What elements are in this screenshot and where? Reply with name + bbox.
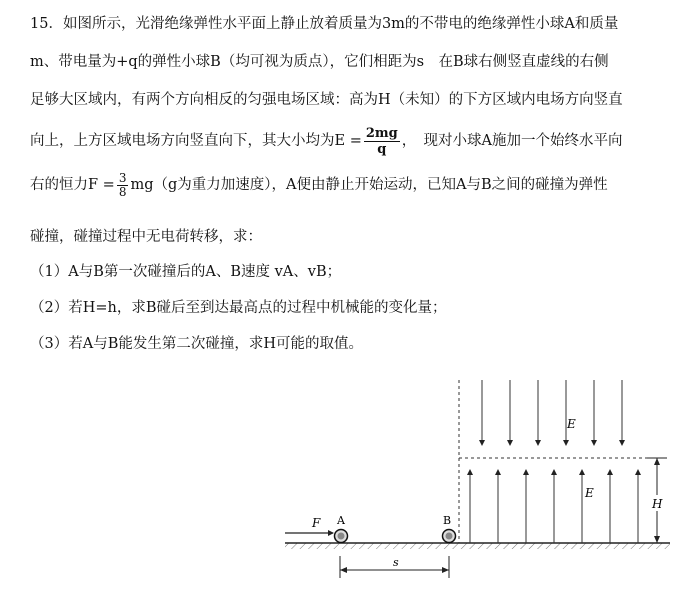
ball-b-label: B [443, 514, 452, 527]
line5-text-after: mg（g为重力加速度），A便由静止开始运动，已知A与B之间的碰撞为弹性 [130, 177, 608, 193]
ball-b-shade [446, 533, 453, 540]
distance-arrow-left [340, 567, 347, 573]
height-arrow-top [654, 458, 660, 465]
line4-text-after: ， 现对小球A施加一个始终水平向 [401, 133, 623, 149]
question-line-6: 碰撞，碰撞过程中无电荷转移，求： [30, 229, 262, 245]
lower-field-arrows [470, 470, 638, 543]
upper-field-arrows [482, 380, 622, 445]
ground-hatching [285, 543, 670, 549]
ball-a-shade [338, 533, 345, 540]
sub-question-3: （3）若A与B能发生第二次碰撞，求H可能的取值。 [30, 336, 363, 352]
fraction-denominator: 8 [118, 184, 127, 199]
fraction-numerator: 2mg [365, 125, 398, 141]
upper-field-label: E [567, 417, 576, 431]
question-line-1: 15．如图所示，光滑绝缘弹性水平面上静止放着质量为3m的不带电的绝缘弹性小球A和质量 [30, 16, 619, 32]
force-label: F [312, 516, 321, 530]
question-line-2: m、带电量为+q的弹性小球B（均可视为质点），它们相距为s 在B球右侧竖直虚线的右侧 [30, 54, 609, 70]
lower-field-label: E [585, 486, 594, 500]
height-arrow-bottom [654, 536, 660, 543]
question-line-3: 足够大区域内，有两个方向相反的匀强电场区域：高为H（未知）的下方区域内电场方向竖直 [30, 92, 623, 108]
fraction-numerator: 3 [118, 170, 127, 185]
distance-arrow-right [442, 567, 449, 573]
sub-question-1: （1）A与B第一次碰撞后的A、B速度 vA、vB； [30, 264, 342, 280]
line5-text-before: 右的恒力F = [30, 177, 115, 193]
line4-text-before: 向上，上方区域电场方向竖直向下，其大小均为E = [30, 133, 362, 149]
sub-question-2: （2）若H=h，求B碰后至到达最高点的过程中机械能的变化量； [30, 300, 447, 316]
ball-a-label: A [337, 514, 345, 527]
height-label: H [652, 497, 663, 511]
distance-label: s [393, 556, 399, 569]
fraction-denominator: q [377, 141, 387, 157]
